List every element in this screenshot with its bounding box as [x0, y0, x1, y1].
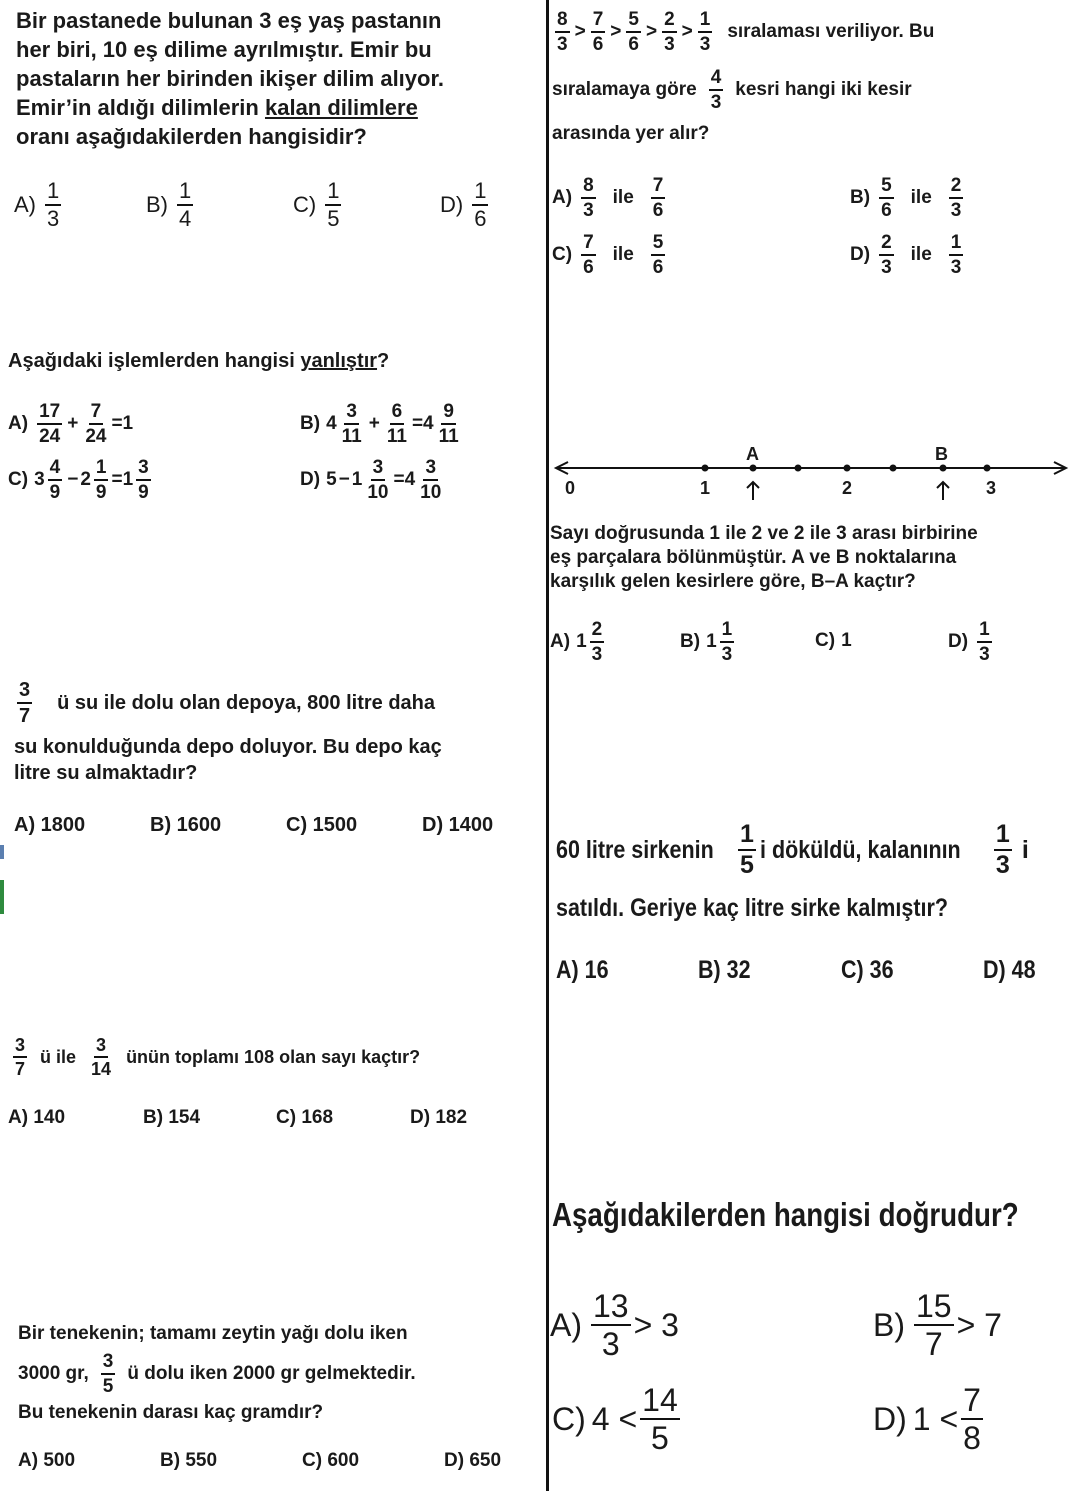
q5-option-c[interactable]: C) 600	[302, 1450, 360, 1471]
tick-dot	[844, 465, 851, 472]
q6-option-a[interactable]: A) $\frac{8}{3}$ ile $\frac{7}{6}$	[552, 175, 664, 221]
q6-line2: sıralamaya göre $\frac{4}{3}$ kesri hangi iki kesir	[552, 67, 912, 113]
edge-artifact-green	[0, 880, 4, 914]
q8-option-b[interactable]: B) 32	[698, 956, 751, 984]
q4-option-c[interactable]: C) 168	[276, 1107, 334, 1128]
q3-option-c[interactable]: C) 1500	[286, 814, 358, 836]
q2-option-b[interactable]: B) 4 $\frac{3}{11}$ + $\frac{6}{11}$ = 4 $\frac{9}{11}$	[300, 401, 459, 447]
q5-option-b[interactable]: B) 550	[160, 1450, 218, 1471]
tick-dot	[940, 465, 947, 472]
q8-option-c[interactable]: C) 36	[841, 956, 894, 984]
q6-option-b[interactable]: B) $\frac{5}{6}$ ile $\frac{2}{3}$	[850, 175, 962, 221]
q8-line1: 60 litre sirkenin $\frac{1}{5}$ i döküldü, kalanının $\frac{1}{3}$ i	[556, 820, 1029, 879]
q1-option-d[interactable]: D) $\frac{1}{6}$	[440, 178, 487, 231]
q5-option-a[interactable]: A) 500	[18, 1450, 76, 1471]
tick-dot	[702, 465, 709, 472]
q7-option-b[interactable]: B) 1 $\frac{1}{3}$	[680, 619, 733, 665]
tick-label-2: 2	[842, 478, 853, 498]
q2-option-a[interactable]: A) $\frac{17}{24}$ + $\frac{7}{24}$ =1	[8, 401, 134, 447]
q1-option-c[interactable]: C) $\frac{1}{5}$	[293, 178, 340, 231]
q8-option-a[interactable]: A) 16	[556, 956, 609, 984]
q3-text: su konulduğunda depo doluyor. Bu depo kaç litre su almaktadır?	[14, 736, 442, 784]
tick-dot	[890, 465, 897, 472]
tick-dot	[750, 465, 757, 472]
tick-dot	[984, 465, 991, 472]
q1-text: Bir pastanede bulunan 3 eş yaş pastanın her biri, 10 eş dilime ayrılmıştır. Emir bu pastaların her birinden ikişer dilim alıyor. Emir’in aldığı dilimlerin kalan dilimlere oranı aşağıdakilerden hangisidir?	[16, 8, 444, 149]
q4-option-b[interactable]: B) 154	[143, 1107, 201, 1128]
point-b-label: B	[935, 444, 948, 464]
q7-option-c[interactable]: C) 1	[815, 630, 852, 651]
q2-option-d[interactable]: D) 5 − 1 $\frac{3}{10}$ = 4 $\frac{3}{10}$	[300, 457, 442, 503]
q1-option-b[interactable]: B) $\frac{1}{4}$	[146, 178, 192, 231]
q2-text: Aşağıdaki işlemlerden hangisi yanlıştır?	[8, 350, 390, 372]
number-line	[550, 440, 1080, 510]
q4-option-d[interactable]: D) 182	[410, 1107, 468, 1128]
q6-option-c[interactable]: C) $\frac{7}{6}$ ile $\frac{5}{6}$	[552, 232, 664, 278]
q9-option-b[interactable]: B) $\frac{15}{7}$ > 7	[873, 1288, 1002, 1362]
q6-line1: $\frac{8}{3}$ > $\frac{7}{6}$ > $\frac{5}{6}$ > $\frac{2}{3}$ > $\frac{1}{3}$ sıralaması veriliyor. Bu	[557, 9, 935, 55]
q5-line1: Bir tenekenin; tamamı zeytin yağı dolu iken	[18, 1323, 408, 1344]
q7-option-d[interactable]: D) $\frac{1}{3}$	[948, 619, 990, 665]
q9-option-a[interactable]: A) $\frac{13}{3}$ > 3	[550, 1288, 679, 1362]
q3-option-b[interactable]: B) 1600	[150, 814, 222, 836]
q9-option-d[interactable]: D) 1 < $\frac{7}{8}$	[873, 1382, 981, 1456]
q4-option-a[interactable]: A) 140	[8, 1107, 66, 1128]
q6-line3: arasında yer alır?	[552, 123, 710, 144]
q5-line2: 3000 gr, $\frac{3}{5}$ ü dolu iken 2000 gr gelmektedir.	[18, 1351, 416, 1397]
q9-title: Aşağıdakilerden hangisi doğrudur?	[552, 1196, 1019, 1233]
q3-option-a[interactable]: A) 1800	[14, 814, 86, 836]
q7-option-a[interactable]: A) 1 $\frac{2}{3}$	[550, 619, 603, 665]
edge-artifact	[0, 845, 4, 859]
point-a-label: A	[746, 444, 759, 464]
q5-line3: Bu tenekenin darası kaç gramdır?	[18, 1402, 324, 1423]
tick-label-1: 1	[700, 478, 711, 498]
tick-dot	[795, 465, 802, 472]
tick-label-0: 0	[565, 478, 576, 498]
column-divider	[546, 0, 549, 1491]
q1-option-a[interactable]: A) $\frac{1}{3}$	[14, 178, 60, 231]
q8-option-d[interactable]: D) 48	[983, 956, 1036, 984]
q7-text: Sayı doğrusunda 1 ile 2 ve 2 ile 3 arası birbirine eş parçalara bölünmüştür. A ve B noktalarına karşılık gelen kesirlere göre, B–A kaçtır?	[550, 523, 978, 592]
q8-line2: satıldı. Geriye kaç litre sirke kalmıştır?	[556, 894, 948, 922]
q2-option-c[interactable]: C) 3 $\frac{4}{9}$ − 2 $\frac{1}{9}$ = 1 $\frac{3}{9}$	[8, 457, 149, 503]
q3-option-d[interactable]: D) 1400	[422, 814, 494, 836]
q9-option-c[interactable]: C) 4 < $\frac{14}{5}$	[552, 1382, 678, 1456]
q3-line1: $\frac{3}{7}$ ü su ile dolu olan depoya, 800 litre daha	[19, 679, 435, 727]
q5-option-d[interactable]: D) 650	[444, 1450, 502, 1471]
q6-option-d[interactable]: D) $\frac{2}{3}$ ile $\frac{1}{3}$	[850, 232, 962, 278]
tick-label-3: 3	[986, 478, 997, 498]
q4-text: $\frac{3}{7}$ ü ile $\frac{3}{14}$ ünün toplamı 108 olan sayı kaçtır?	[15, 1035, 421, 1079]
